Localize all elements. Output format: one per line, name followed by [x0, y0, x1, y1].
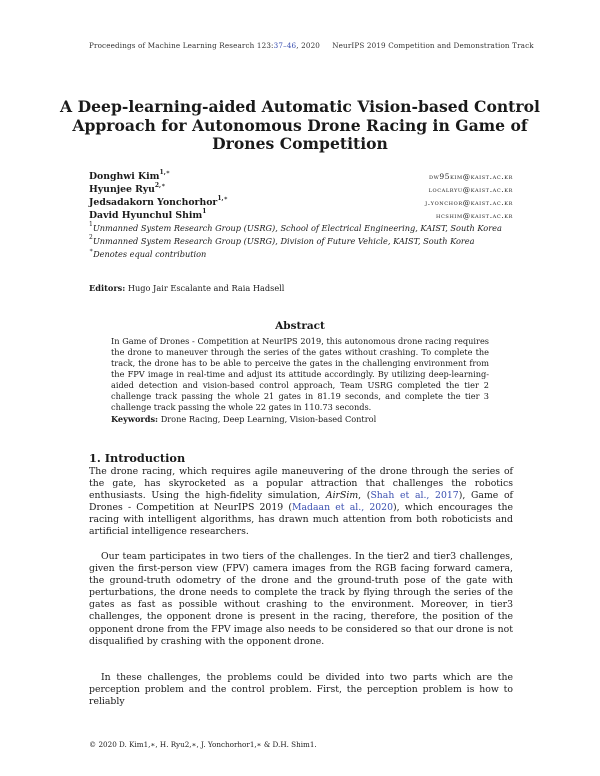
section-heading: 1. Introduction	[89, 451, 186, 465]
author-name: David Hyunchul Shim$^1$	[89, 208, 207, 221]
paragraph: In these challenges, the problems could be divided into two parts which are the perception problem and the control problem. First, the perception problem is how to reliably	[89, 672, 513, 708]
keywords-line	[111, 414, 376, 424]
author-name: Hyunjee Ryu$^{2,∗}$	[89, 182, 166, 195]
author-email[interactable]: j.yonchor@kaist.ac.kr	[425, 198, 513, 207]
airsim-term: AirSim	[325, 490, 359, 502]
paragraph: Our team participates in two tiers of the challenges. In the tier2 and tier3 challenges, given the first-person view (FPV) camera images from the RGB facing forward camera, the ground-truth odometry of the drone and the ground-truth pose of the gate with perturbations, the drone needs to complete the track by flying through the series of the gates as fast as possible without crashing to the environment. Moreover, in tier3 challenges, the opponent drone is present in the racing, therefore, the position of the opponent drone from the FPV image also needs to be considered so that our drone is not disqualified by crashing with the opponent drone.	[89, 551, 513, 647]
author-name: Jedsadakorn Yonchorhor$^{1,∗}$	[89, 195, 228, 208]
header-venue: Proceedings of Machine Learning Research 123:	[89, 41, 274, 50]
editors-names: Hugo Jair Escalante and Raia Hadsell	[127, 283, 285, 293]
equal-contribution-note: ∗Denotes equal contribution	[89, 247, 207, 259]
author-row	[89, 197, 513, 210]
citation-link[interactable]: Madaan et al., 2020	[292, 502, 393, 514]
editors-label: Editors:	[89, 283, 126, 293]
affiliation: $^1$Unmanned System Research Group (USRG), School of Electrical Engineering, KAIST, South Korea	[89, 221, 502, 233]
author-email[interactable]: localryu@kaist.ac.kr	[428, 185, 513, 194]
author-row	[89, 184, 513, 197]
author-name: Donghwi Kim$^{1,∗}$	[89, 169, 170, 182]
author-row	[89, 210, 513, 223]
abstract-heading: Abstract	[275, 320, 325, 332]
header-track: , 2020 NeurIPS 2019 Competition and Demonstration Track	[296, 41, 534, 50]
keywords-text: Drone Racing, Deep Learning, Vision-based Control	[160, 414, 377, 424]
abstract-text: In Game of Drones - Competition at NeurIPS 2019, this autonomous drone racing requires the drone to maneuver through the series of the gates without crashing. To complete the track, the drone has to be able to perceive the gates in the challenging environment from the FPV image in real-time and adjust its attitude accordingly. By utilizing deep-learning-aided detection and vision-based control approach, Team USRG completed the tier 2 challenge track passing the whole 21 gates in 81.19 seconds, and complete the tier 3 challenge track passing the whole 22 gates in 110.73 seconds.	[111, 336, 489, 412]
author-email[interactable]: hcshim@kaist.ac.kr	[436, 211, 513, 220]
keywords-label: Keywords:	[111, 414, 159, 424]
header-pages-link[interactable]: 37–46	[273, 41, 297, 50]
paragraph: The drone racing, which requires agile maneuvering of the drone through the series of the gate, has skyrocketed as a popular attraction that challenges the robotics enthusiasts. Using the high-fidelity simulation, AirSim, (Shah et al., 2017), Game of Drones - Competition at NeurIPS 2019 (Madaan et al., 2020), which encourages the racing with intelligent algorithms, has drawn much attention from both roboticists and artificial intelligence researchers.	[89, 466, 514, 538]
author-row	[89, 171, 513, 184]
paper-title: A Deep-learning-aided Automatic Vision-based Control Approach for Autonomous Drone Racing in Game of Drones Competition	[60, 97, 540, 153]
running-header	[89, 41, 534, 50]
copyright-footer: © 2020 D. Kim1,∗, H. Ryu2,∗, J. Yonchorhor1,∗ & D.H. Shim1.	[89, 740, 317, 749]
editors-line	[89, 283, 284, 293]
author-email[interactable]: dw95kim@kaist.ac.kr	[428, 172, 513, 181]
citation-link[interactable]: Shah et al., 2017	[370, 490, 459, 502]
affiliation: $^2$Unmanned System Research Group (USRG), Division of Future Vehicle, KAIST, South Korea	[89, 234, 475, 246]
